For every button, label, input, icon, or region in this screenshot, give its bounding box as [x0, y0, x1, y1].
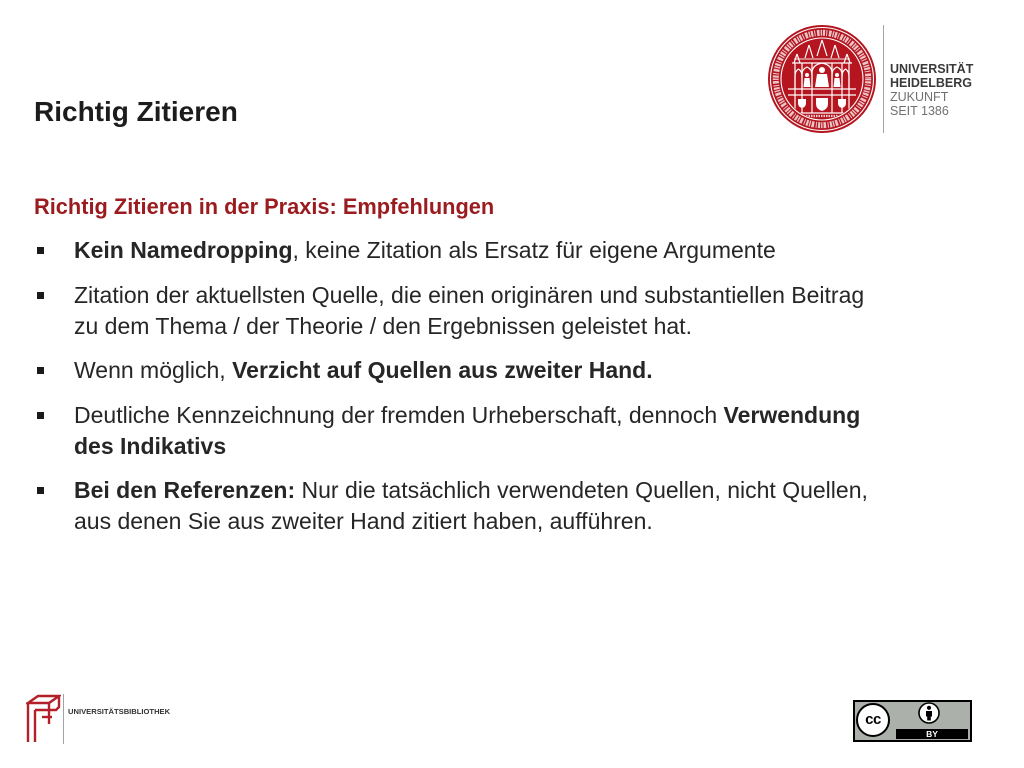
text-segment: Zitation der aktuellsten Quelle, die einen originären und substantiellen Beitrag zu dem Thema / der Theorie / den Ergebnissen geleistet hat. — [74, 281, 865, 339]
section-heading: Richtig Zitieren in der Praxis: Empfehlungen — [34, 194, 495, 219]
bullet-text — [74, 235, 880, 266]
text-segment: Kein Namedropping — [74, 237, 293, 263]
bullet-text — [74, 400, 880, 462]
creative-commons-icon — [856, 703, 890, 737]
library-name: UNIVERSITÄTSBIBLIOTHEK — [68, 707, 171, 716]
university-seal-icon — [768, 25, 876, 133]
list-item — [0, 475, 880, 537]
list-item — [0, 280, 880, 342]
bullet-text — [74, 280, 880, 342]
list-item — [0, 235, 880, 266]
square-bullet-icon — [37, 247, 44, 254]
logo-divider — [883, 25, 884, 133]
wordmark-heidelberg: HEIDELBERG — [890, 76, 972, 90]
list-item — [0, 400, 880, 462]
university-wordmark — [890, 62, 973, 118]
attribution-icon — [918, 702, 940, 724]
bullet-text — [74, 475, 880, 537]
square-bullet-icon — [37, 292, 44, 299]
text-segment: Deutliche Kennzeichnung der fremden Urheberschaft, dennoch — [74, 401, 724, 428]
slide-title: Richtig Zitieren — [34, 96, 238, 127]
university-logo — [768, 25, 974, 135]
library-logo — [26, 694, 176, 744]
wordmark-zukunft: ZUKUNFT — [890, 90, 949, 104]
text-segment: , keine Zitation als Ersatz für eigene Argumente — [292, 237, 776, 263]
square-bullet-icon — [37, 367, 44, 374]
square-bullet-icon — [37, 412, 44, 419]
logo-divider — [63, 694, 64, 744]
bullet-text — [74, 355, 880, 386]
list-item — [0, 355, 880, 386]
cc-label: cc — [865, 711, 881, 728]
text-segment: Bei den Referenzen: — [74, 477, 296, 503]
text-segment: Verwendung des Indikativs — [74, 401, 861, 459]
text-segment: Nur die tatsächlich verwendeten Quellen, nicht Quellen, aus denen Sie aus zweiter Hand zitiert haben, aufführen. — [74, 477, 868, 534]
license-badge — [853, 700, 972, 742]
library-mark-icon — [26, 694, 61, 744]
text-segment: Verzicht auf Quellen aus zweiter Hand. — [232, 357, 653, 383]
wordmark-since: SEIT 1386 — [890, 104, 949, 118]
wordmark-university: UNIVERSITÄT — [890, 62, 974, 76]
bullet-list — [0, 235, 880, 551]
text-segment: Wenn möglich, — [74, 357, 233, 383]
by-label: BY — [926, 729, 938, 739]
square-bullet-icon — [37, 487, 44, 494]
license-type-band — [896, 729, 968, 739]
